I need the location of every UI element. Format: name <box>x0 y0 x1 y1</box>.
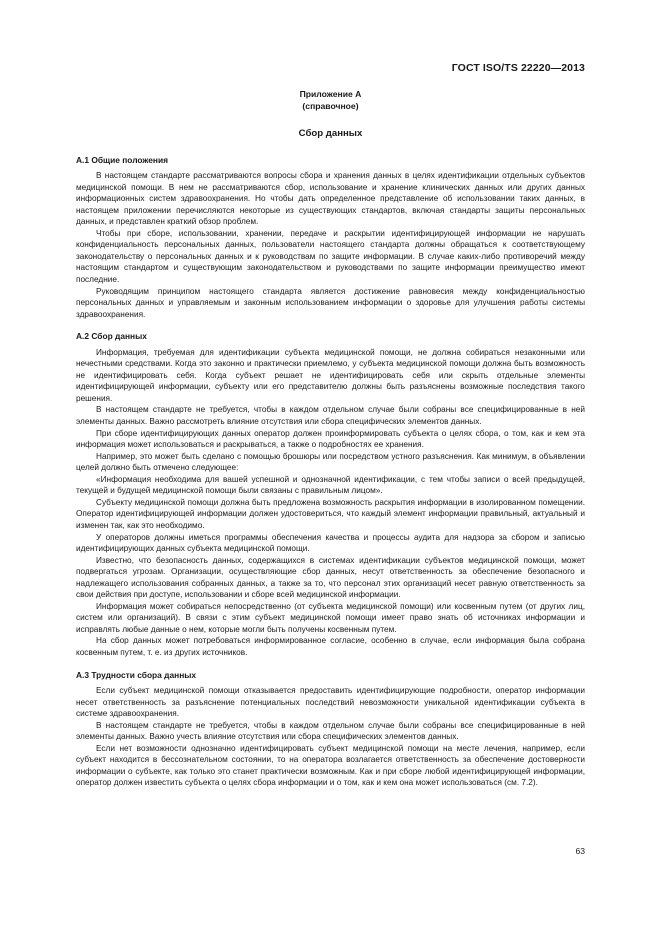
document-body <box>76 89 585 789</box>
section-a3 <box>76 670 585 789</box>
paragraph: Чтобы при сборе, использовании, хранении, передаче и раскрытии идентифицирующей информации не нарушать конфиденциальность персональных данных, пользователи настоящего стандарта должны обращаться к соответствующему законодательству о персональных данных и к руководствам по защите информации. В случае каких-либо противоречий между настоящим стандартом и существующим законодательством и руководствами по защите информации преимущество имеют последние. <box>76 228 585 285</box>
section-title: А.3 Трудности сбора данных <box>76 669 197 680</box>
page-number: 63 <box>575 846 585 856</box>
section-title: А.1 Общие положения <box>76 154 169 165</box>
paragraph: Информация, требуемая для идентификации субъекта медицинской помощи, не должна собираться незаконными или нечестными средствами. Когда это законно и практически приемлемо, у субъекта медицинской помощи должна быть возможность не идентифицировать себя. Когда субъект решает не идентифицировать себя или скрыть отдельные элементы идентифицирующей информации, субъекту или его представителю должны быть разъяснены возможные последствия такого решения. <box>76 347 585 403</box>
paragraph: Если нет возможности однозначно идентифицировать субъект медицинской помощи на месте лечения, например, если субъект находится в бессознательном состоянии, то на оператора возлагается ответственность за обеспечение достоверности информации о субъекте, как только это станет практически возможным. Как и при сборе любой идентифицирующей информации, оператор должен известить субъекта о целях сбора информации и о том, как и кем она может использоваться (см. 7.2). <box>76 743 585 788</box>
standard-designation: ГОСТ ISO/TS 22220—2013 <box>451 62 585 74</box>
paragraph: В настоящем стандарте не требуется, чтобы в каждом отдельном случае были собраны все специфицированные в ней элементы данных. Важно рассмотреть влияние отсутствия или сбора специфических элементов данных. <box>76 405 585 427</box>
paragraph: В настоящем стандарте рассматриваются вопросы сбора и хранения данных в целях идентификации отдельных субъектов медицинской помощи. В нем не рассматриваются сбор, использование и хранение клинических данных или других данных информационных систем здравоохранения. Но чтобы дать определенное представление об использовании таких данных, в настоящем приложении перечисляются некоторые из существующих стандартов, включая стандарты защиты персональных данных, и представлен краткий обзор проблем. <box>76 171 585 227</box>
paragraph: Руководящим принципом настоящего стандарта является достижение равновесия между конфиденциальностью персональных данных и управляемым и законным использованием информации о здоровье для улучшения работы системы здравоохранения. <box>76 286 585 319</box>
section-a1 <box>76 155 585 321</box>
paragraph: Если субъект медицинской помощи отказывается предоставить идентифицирующие подробности, оператор информации несет ответственность за разъяснение потенциальных последствий невозможности уникальной идентификации субъекта в системе здравоохранения. <box>76 686 585 719</box>
quoted-notice: «Информация необходима для вашей успешной и однозначной идентификации, с тем чтобы записи о всей предыдущей, текущей и будущей медицинской помощи были связаны с правильным лицом». <box>76 474 585 496</box>
paragraph: Информация может собираться непосредственно (от субъекта медицинской помощи) или косвенным путем (от других лиц, систем или организаций). В связи с этим субъект медицинской помощи имеет право знать об источниках информации и исправлять любые данные о нем, которые могли быть получены косвенным путем. <box>76 601 585 634</box>
section-a2 <box>76 331 585 658</box>
paragraph: При сборе идентифицирующих данных оператор должен проинформировать субъекта о целях сбора, о том, как и кем эта информация может использоваться и раскрываться, а также о подробностях ее хранения. <box>76 428 585 450</box>
appendix-title: Сбор данных <box>298 128 363 139</box>
paragraph: Субъекту медицинской помощи должна быть предложена возможность раскрытия информации в изолированном помещении. Оператор идентифицирующей информации должен удостовериться, что каждый элемент информации правильный, актуальный и изменен так, как это необходимо. <box>76 497 585 530</box>
section-title: А.2 Сбор данных <box>76 331 147 342</box>
paragraph: Известно, что безопасность данных, содержащихся в системах идентификации субъектов медицинской помощи, может подвергаться угрозам. Организации, осуществляющие сбор данных, несут ответственность за обеспечение безопасного и надлежащего использования собранных данных, а также за то, что персонал этих организаций несет равную ответственность за свои действия при доступе, использовании и сборе всей медицинской информации. <box>76 555 585 600</box>
paragraph: У операторов должны иметься программы обеспечения качества и процессы аудита для надзора за сбором и записью идентифицирующих данных субъекта медицинской помощи. <box>76 532 585 554</box>
paragraph: В настоящем стандарте не требуется, чтобы в каждом отдельном случае были собраны все специфицированные в ней элементы данных. Важно учесть влияние отсутствия или сбора специфических элементов данных. <box>76 720 585 742</box>
paragraph: На сбор данных может потребоваться информированное согласие, особенно в случае, если информация была собрана косвенным путем, т. е. из других источников. <box>76 636 585 657</box>
appendix-type: (справочное) <box>302 100 359 111</box>
appendix-label: Приложение А <box>299 89 362 99</box>
paragraph: Например, это может быть сделано с помощью брошюры или посредством устного разъяснения. Как минимум, в объявлении целей должно быть отмечено следующее: <box>76 451 585 473</box>
